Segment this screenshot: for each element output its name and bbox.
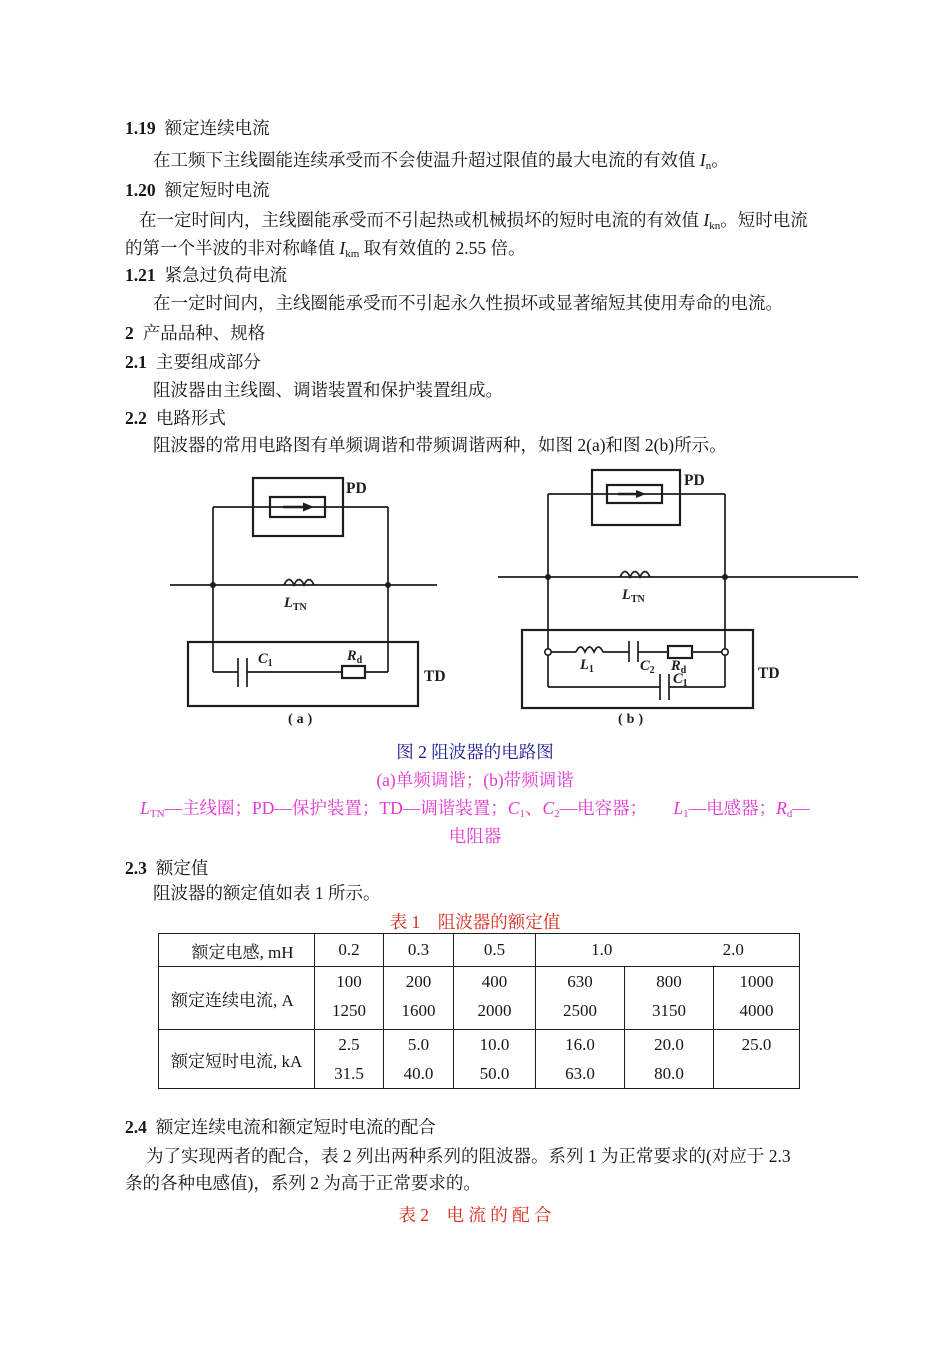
inductance-header-merged: 1.0 2.0	[536, 934, 800, 967]
figure-caption-subtitle: (a)单频调谐；(b)带频调谐	[376, 770, 574, 790]
inductance-header: 0.5	[454, 934, 536, 967]
figure-circuit-diagrams	[0, 460, 950, 732]
table-row	[159, 934, 800, 967]
section-number: 2.4	[125, 1117, 147, 1137]
table-cell: 10.0 50.0	[454, 1030, 536, 1089]
ltn-label: $L_{TN}$	[284, 595, 307, 613]
pd-label: PD	[346, 480, 367, 497]
junction-dot	[722, 574, 728, 580]
table-row	[159, 967, 800, 1030]
paragraph-1-20-line2: 的第一个半波的非对称峰值 $I_{km}$ 取有效值的 2.55 倍。	[125, 238, 526, 260]
circuit-b	[498, 470, 858, 727]
node-circle	[545, 649, 551, 655]
section-number: 1.20	[125, 180, 156, 200]
c2-label: $C_2$	[640, 658, 655, 676]
junction-dot	[545, 574, 551, 580]
wires	[170, 507, 437, 672]
table2-caption: 表 2 电 流 的 配 合	[398, 1205, 552, 1225]
td-label: TD	[424, 668, 446, 685]
resistor-symbol	[668, 646, 692, 658]
row-label: 额定短时电流, kA	[159, 1030, 315, 1089]
arrowhead-icon	[303, 503, 314, 512]
table-row	[159, 1030, 800, 1089]
junction-dot	[385, 582, 391, 588]
pd-label: PD	[684, 472, 705, 489]
circuit-diagram-svg	[0, 460, 950, 732]
resistor-symbol	[342, 666, 365, 678]
table-rated-values	[158, 933, 800, 1089]
paragraph-1-20-line1: 在一定时间内，主线圈能承受而不引起热或机械损坏的短时电流的有效值 $I_{kn}$。短时电流	[139, 210, 808, 232]
section-title: 主要组成部分	[155, 352, 261, 372]
section-heading-2-4	[125, 1116, 436, 1138]
section-title: 额定值	[155, 858, 209, 878]
table-cell: 200 1600	[384, 967, 454, 1030]
section-title: 电路形式	[155, 408, 226, 428]
c1-label: $C_1$	[258, 651, 273, 669]
circuit-a	[170, 478, 446, 727]
sub-figure-label-b: (b)	[618, 712, 648, 727]
section-title: 额定连续电流和额定短时电流的配合	[155, 1117, 436, 1137]
section-number: 1.21	[125, 265, 156, 285]
table-cell: 800 3150	[625, 967, 714, 1030]
section-number: 2	[125, 323, 134, 343]
c1-label: $C_1$	[673, 671, 688, 689]
arrowhead-icon	[636, 490, 646, 498]
junction-dot	[210, 582, 216, 588]
table-cell: 5.0 40.0	[384, 1030, 454, 1089]
section-heading-2-1	[125, 351, 261, 373]
ltn-label: $L_{TN}$	[622, 587, 645, 605]
table-corner-label: 额定电感, mH	[159, 934, 315, 967]
paragraph-1-21: 在一定时间内，主线圈能承受而不引起永久性损坏或显著缩短其使用寿命的电流。	[153, 293, 783, 313]
paragraph-2-4-line1: 为了实现两者的配合，表 2 列出两种系列的阻波器。系列 1 为正常要求的(对应于 2.3	[146, 1146, 791, 1166]
paragraph-2-4-line2: 条的各种电感值)，系列 2 为高于正常要求的。	[125, 1173, 481, 1193]
section-title: 额定短时电流	[164, 180, 270, 200]
section-number: 2.1	[125, 352, 147, 372]
inductance-header: 0.2	[315, 934, 384, 967]
section-number: 1.19	[125, 118, 156, 138]
table-cell: 400 2000	[454, 967, 536, 1030]
section-heading-2-2	[125, 407, 226, 429]
sub-figure-label-a: (a)	[288, 712, 317, 727]
table-cell: 20.0 80.0	[625, 1030, 714, 1089]
table1-caption: 表 1 阻波器的额定值	[389, 912, 561, 932]
table-cell: 100 1250	[315, 967, 384, 1030]
section-number: 2.3	[125, 858, 147, 878]
paragraph-2-1: 阻波器由主线圈、调谐装置和保护装置组成。	[153, 380, 503, 400]
inductor-coil-icon	[576, 647, 603, 652]
table-cell: 25.0	[714, 1030, 800, 1089]
figure-caption-title: 图 2 阻波器的电路图	[396, 742, 554, 762]
section-heading-2-3	[125, 857, 208, 879]
rd-label: $R_d$	[347, 648, 363, 666]
section-number: 2.2	[125, 408, 147, 428]
l1-label: $L_1$	[580, 657, 594, 675]
table-cell: 2.5 31.5	[315, 1030, 384, 1089]
section-heading-1-21	[125, 264, 287, 286]
section-heading-1-20	[125, 179, 270, 201]
section-title: 紧急过负荷电流	[164, 265, 288, 285]
td-box	[188, 642, 418, 706]
td-label: TD	[758, 665, 780, 682]
node-circle	[722, 649, 728, 655]
table-cell: 1000 4000	[714, 967, 800, 1030]
paragraph-2-2: 阻波器的常用电路图有单频调谐和带频调谐两种，如图 2(a)和图 2(b)所示。	[153, 435, 727, 455]
section-title: 额定连续电流	[164, 118, 270, 138]
inductance-header: 0.3	[384, 934, 454, 967]
paragraph-2-3: 阻波器的额定值如表 1 所示。	[153, 883, 381, 903]
paragraph-1-19: 在工频下主线圈能连续承受而不会使温升超过限值的最大电流的有效值 $I_n$。	[153, 150, 729, 172]
section-heading-1-19	[125, 117, 270, 139]
row-label: 额定连续电流, A	[159, 967, 315, 1030]
section-heading-2	[125, 322, 265, 344]
figure-legend-line2: 电阻器	[448, 826, 502, 846]
rd-label: $R_d$	[671, 658, 687, 676]
table-cell: 630 2500	[536, 967, 625, 1030]
figure-legend-line1: $L_{TN}—$主线圈；PD—保护装置；TD—调谐装置；$C_1$、$C_2—$电容器； $L_1—$电感器；$R_d—$	[140, 798, 810, 820]
section-title: 产品品种、规格	[142, 323, 266, 343]
table-cell: 16.0 63.0	[536, 1030, 625, 1089]
